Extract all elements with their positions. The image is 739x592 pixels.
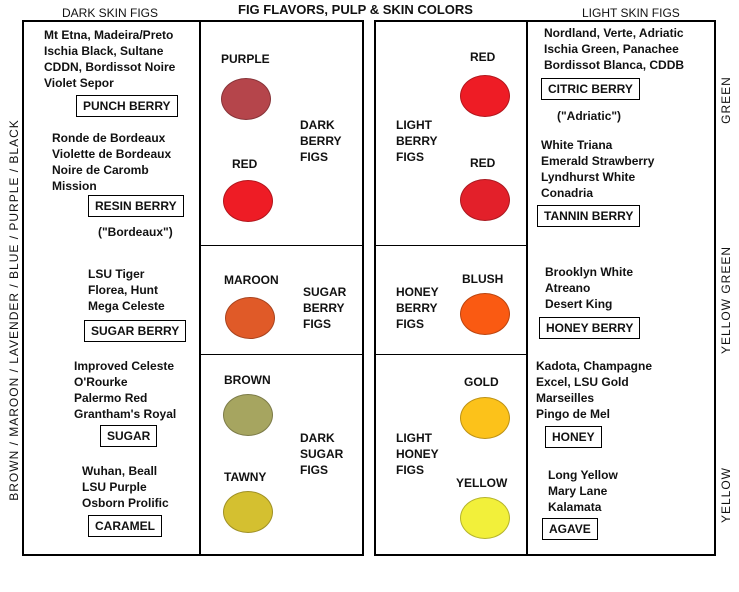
light-row-divider-1 xyxy=(375,245,527,246)
flavor-box-sugar-berry: SUGAR BERRY xyxy=(84,320,186,342)
group-dark-sugar-figs: DARK SUGAR FIGS xyxy=(300,431,344,477)
dark-pulp-label-brown: BROWN xyxy=(224,373,271,387)
dark-row-divider-1 xyxy=(200,245,363,246)
dark-divider xyxy=(199,20,201,556)
group-sugar-berry-figs: SUGAR BERRY FIGS xyxy=(303,285,347,331)
light-pulp-label-blush: BLUSH xyxy=(462,272,504,286)
right-skin-color-yellow: YELLOW xyxy=(719,466,733,524)
group-dark-berry-figs: DARK BERRY FIGS xyxy=(300,118,342,164)
flavor-box-caramel: CARAMEL xyxy=(88,515,162,537)
flavor-box-honey-berry: HONEY BERRY xyxy=(539,317,640,339)
light-pulp-label-red-2: RED xyxy=(470,156,496,170)
flavor-box-citric-berry: CITRIC BERRY xyxy=(541,78,640,100)
flavor-box-honey: HONEY xyxy=(545,426,602,448)
dark-pulp-swatch-red xyxy=(223,180,273,222)
note-bordeaux: ("Bordeaux") xyxy=(98,225,173,239)
light-pulp-swatch-red-2 xyxy=(460,179,510,221)
dark-varieties-sugar: Improved Celeste O'Rourke Palermo Red Grantham's Royal xyxy=(74,359,177,421)
dark-pulp-label-red: RED xyxy=(232,157,258,171)
light-pulp-swatch-red-1 xyxy=(460,75,510,117)
dark-varieties-sugar-berry: LSU Tiger Florea, Hunt Mega Celeste xyxy=(88,267,165,313)
dark-pulp-swatch-tawny xyxy=(223,491,273,533)
right-skin-color-yellow-green: YELLOW GREEN xyxy=(719,245,733,355)
group-light-berry-figs: LIGHT BERRY FIGS xyxy=(396,118,438,164)
dark-varieties-punch-berry: Mt Etna, Madeira/Preto Ischia Black, Sultane CDDN, Bordissot Noire Violet Sepor xyxy=(44,28,176,90)
left-skin-color-label: BROWN / MAROON / LAVENDER / BLUE / PURPLE / BLACK xyxy=(7,119,21,501)
light-pulp-swatch-gold xyxy=(460,397,510,439)
light-pulp-label-yellow: YELLOW xyxy=(456,476,508,490)
light-row-divider-2 xyxy=(375,354,527,355)
light-pulp-label-red-1: RED xyxy=(470,50,496,64)
dark-varieties-resin-berry: Ronde de Bordeaux Violette de Bordeaux Noire de Caromb Mission xyxy=(52,131,172,193)
light-varieties-honey: Kadota, Champagne Excel, LSU Gold Marseilles Pingo de Mel xyxy=(536,359,653,421)
flavor-box-sugar: SUGAR xyxy=(100,425,157,447)
dark-pulp-swatch-maroon xyxy=(225,297,275,339)
right-skin-color-green: GREEN xyxy=(719,76,733,124)
light-divider xyxy=(526,20,528,556)
group-honey-berry-figs: HONEY BERRY FIGS xyxy=(396,285,439,331)
dark-varieties-caramel: Wuhan, Beall LSU Purple Osborn Prolific xyxy=(82,464,169,510)
dark-pulp-swatch-brown xyxy=(223,394,273,436)
dark-pulp-label-maroon: MAROON xyxy=(224,273,279,287)
light-pulp-label-gold: GOLD xyxy=(464,375,499,389)
dark-skin-header: DARK SKIN FIGS xyxy=(62,6,159,20)
light-pulp-swatch-yellow xyxy=(460,497,510,539)
dark-pulp-label-purple: PURPLE xyxy=(221,52,270,66)
flavor-box-resin-berry: RESIN BERRY xyxy=(88,195,184,217)
light-varieties-tannin-berry: White Triana Emerald Strawberry Lyndhurst White Conadria xyxy=(541,138,655,200)
flavor-box-agave: AGAVE xyxy=(542,518,598,540)
chart-title: FIG FLAVORS, PULP & SKIN COLORS xyxy=(238,2,473,17)
light-pulp-swatch-blush xyxy=(460,293,510,335)
light-varieties-agave: Long Yellow Mary Lane Kalamata xyxy=(548,468,618,514)
dark-pulp-swatch-purple xyxy=(221,78,271,120)
light-skin-header: LIGHT SKIN FIGS xyxy=(582,6,680,20)
flavor-box-punch-berry: PUNCH BERRY xyxy=(76,95,178,117)
light-varieties-citric-berry: Nordland, Verte, Adriatic Ischia Green, Panachee Bordissot Blanca, CDDB xyxy=(544,26,685,72)
flavor-box-tannin-berry: TANNIN BERRY xyxy=(537,205,640,227)
note-adriatic: ("Adriatic") xyxy=(557,109,622,123)
dark-row-divider-2 xyxy=(200,354,363,355)
light-varieties-honey-berry: Brooklyn White Atreano Desert King xyxy=(545,265,634,311)
dark-pulp-label-tawny: TAWNY xyxy=(224,470,267,484)
group-light-honey-figs: LIGHT HONEY FIGS xyxy=(396,431,439,477)
